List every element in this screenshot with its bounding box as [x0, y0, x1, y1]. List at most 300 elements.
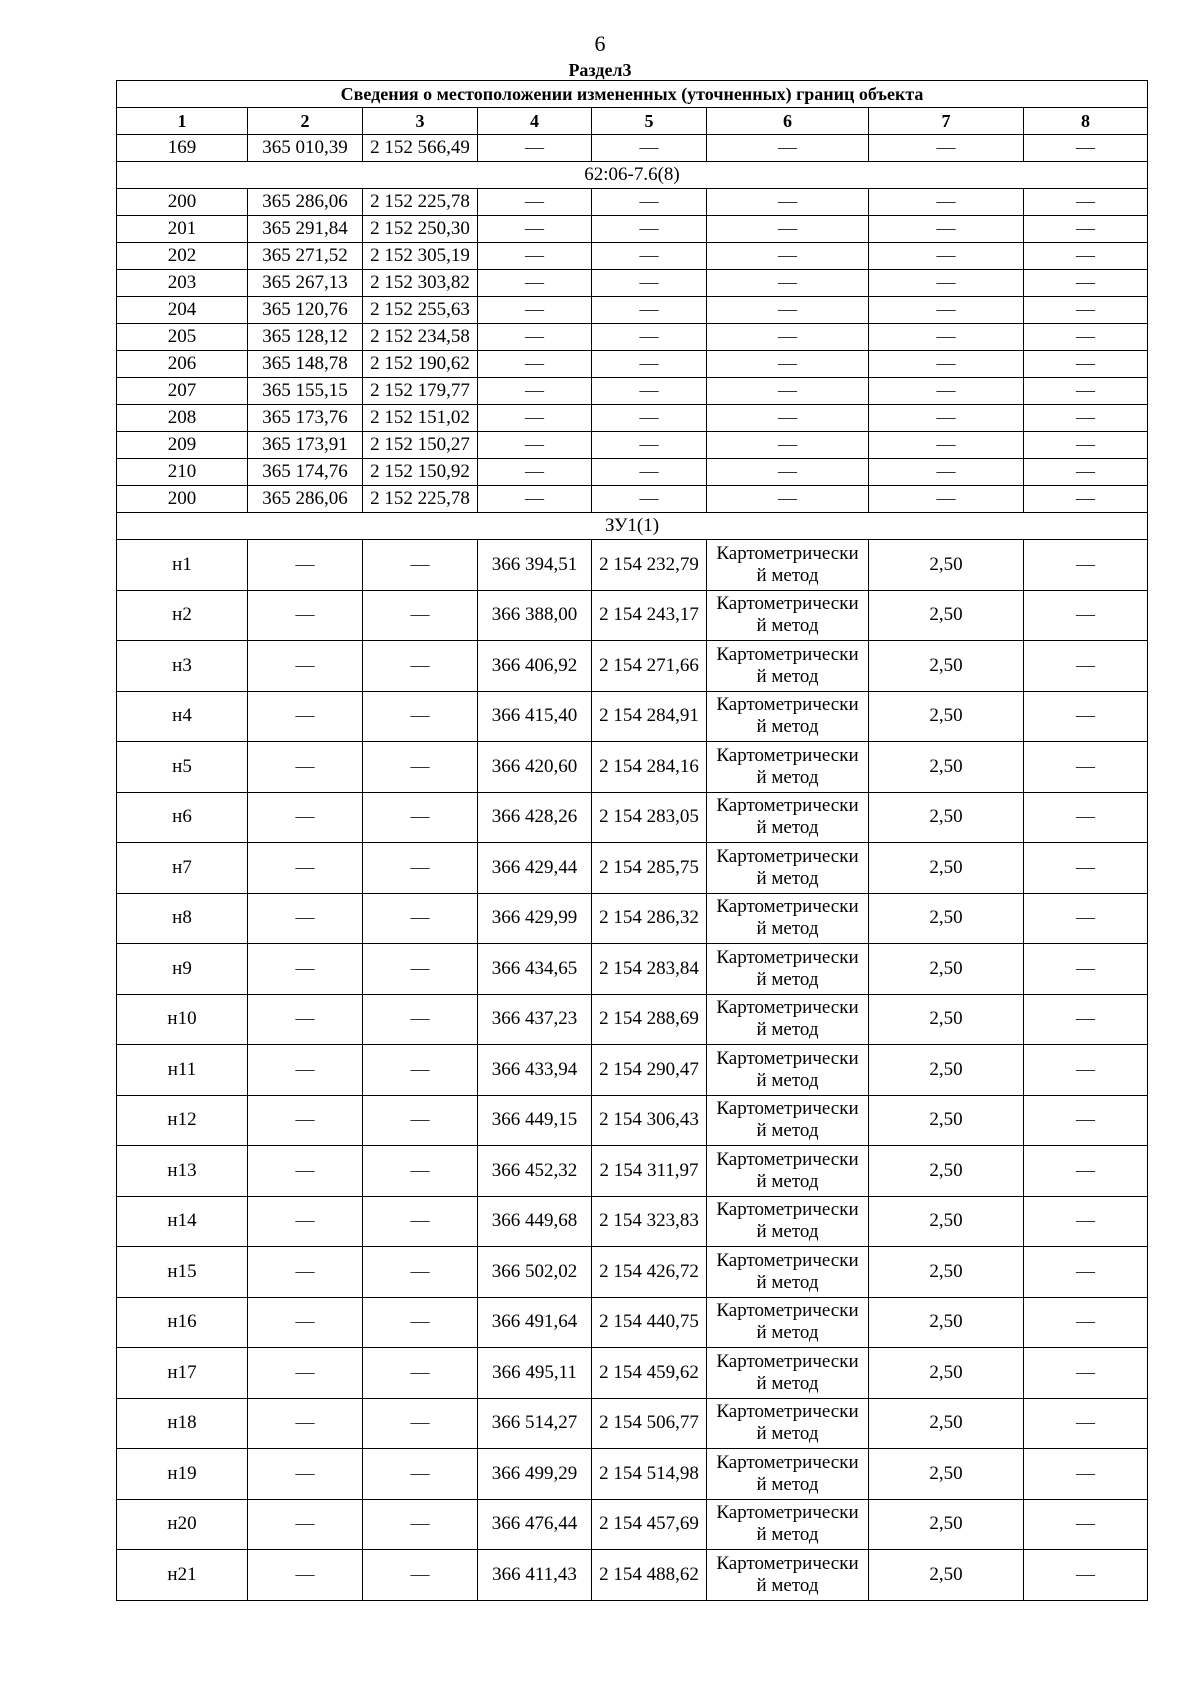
table-cell: н7 — [117, 843, 248, 894]
table-row — [117, 486, 1148, 513]
table-cell: 2 152 225,78 — [363, 486, 478, 513]
table-cell: н16 — [117, 1297, 248, 1348]
empty-dash-cell: — — [1024, 297, 1148, 324]
table-cell: 205 — [117, 324, 248, 351]
method-cell: Картометрически й метод — [707, 1550, 869, 1601]
empty-dash-cell: — — [1024, 378, 1148, 405]
table-row — [117, 1297, 1148, 1348]
empty-dash-cell: — — [1024, 1297, 1148, 1348]
table-cell: 365 267,13 — [248, 270, 363, 297]
table-cell: н4 — [117, 691, 248, 742]
empty-dash-cell: — — [363, 1297, 478, 1348]
column-number: 1 — [117, 108, 248, 135]
empty-dash-cell: — — [707, 432, 869, 459]
empty-dash-cell: — — [363, 691, 478, 742]
table-row — [117, 1449, 1148, 1500]
empty-dash-cell: — — [478, 378, 592, 405]
table-cell: н18 — [117, 1398, 248, 1449]
table-cell: 2,50 — [869, 1045, 1024, 1096]
table-cell: н5 — [117, 742, 248, 793]
empty-dash-cell: — — [1024, 1348, 1148, 1399]
method-cell: Картометрически й метод — [707, 944, 869, 995]
empty-dash-cell: — — [363, 944, 478, 995]
table-cell: 365 128,12 — [248, 324, 363, 351]
table-cell: 200 — [117, 486, 248, 513]
table-cell: 2 154 306,43 — [592, 1095, 707, 1146]
empty-dash-cell: — — [363, 1045, 478, 1096]
method-cell: Картометрически й метод — [707, 893, 869, 944]
empty-dash-cell: — — [1024, 1196, 1148, 1247]
table-cell: 365 148,78 — [248, 351, 363, 378]
method-cell: Картометрически й метод — [707, 843, 869, 894]
table-cell: 2 152 234,58 — [363, 324, 478, 351]
empty-dash-cell: — — [707, 189, 869, 216]
table-cell: 2 154 440,75 — [592, 1297, 707, 1348]
empty-dash-cell: — — [869, 459, 1024, 486]
column-number: 4 — [478, 108, 592, 135]
empty-dash-cell: — — [1024, 1247, 1148, 1298]
table-cell: 366 433,94 — [478, 1045, 592, 1096]
empty-dash-cell: — — [248, 944, 363, 995]
empty-dash-cell: — — [1024, 1095, 1148, 1146]
method-cell: Картометрически й метод — [707, 1449, 869, 1500]
table-cell: 2 154 283,05 — [592, 792, 707, 843]
empty-dash-cell: — — [363, 1499, 478, 1550]
table-cell: 2,50 — [869, 1550, 1024, 1601]
table-row — [117, 216, 1148, 243]
table-cell: 365 286,06 — [248, 189, 363, 216]
table-cell: н13 — [117, 1146, 248, 1197]
empty-dash-cell: — — [248, 540, 363, 591]
table-cell: н21 — [117, 1550, 248, 1601]
empty-dash-cell: — — [363, 1449, 478, 1500]
table-cell: 366 388,00 — [478, 590, 592, 641]
empty-dash-cell: — — [1024, 1550, 1148, 1601]
empty-dash-cell: — — [248, 1348, 363, 1399]
table-row — [117, 1348, 1148, 1399]
table-cell: 2 152 305,19 — [363, 243, 478, 270]
empty-dash-cell: — — [1024, 270, 1148, 297]
empty-dash-cell: — — [363, 641, 478, 692]
empty-dash-cell: — — [248, 893, 363, 944]
empty-dash-cell: — — [592, 297, 707, 324]
table-row — [117, 1398, 1148, 1449]
table-cell: 365 286,06 — [248, 486, 363, 513]
empty-dash-cell: — — [363, 1550, 478, 1601]
table-row — [117, 1146, 1148, 1197]
empty-dash-cell: — — [707, 378, 869, 405]
table-cell: 202 — [117, 243, 248, 270]
table-cell: 366 420,60 — [478, 742, 592, 793]
empty-dash-cell: — — [1024, 243, 1148, 270]
section-label: Раздел3 — [568, 60, 632, 80]
table-cell: н10 — [117, 994, 248, 1045]
empty-dash-cell: — — [478, 243, 592, 270]
empty-dash-cell: — — [1024, 1045, 1148, 1096]
table-cell: н1 — [117, 540, 248, 591]
table-cell: н12 — [117, 1095, 248, 1146]
empty-dash-cell: — — [1024, 189, 1148, 216]
table-cell: 366 411,43 — [478, 1550, 592, 1601]
table-row — [117, 1045, 1148, 1096]
empty-dash-cell: — — [592, 378, 707, 405]
empty-dash-cell: — — [1024, 641, 1148, 692]
empty-dash-cell: — — [363, 1196, 478, 1247]
table-cell: 2,50 — [869, 944, 1024, 995]
table-cell: н14 — [117, 1196, 248, 1247]
table-cell: 200 — [117, 189, 248, 216]
table-cell: 2 154 514,98 — [592, 1449, 707, 1500]
empty-dash-cell: — — [592, 324, 707, 351]
table-cell: 2 154 290,47 — [592, 1045, 707, 1096]
method-cell: Картометрически й метод — [707, 1348, 869, 1399]
empty-dash-cell: — — [248, 1499, 363, 1550]
empty-dash-cell: — — [1024, 135, 1148, 162]
empty-dash-cell: — — [363, 843, 478, 894]
table-cell: 366 394,51 — [478, 540, 592, 591]
column-number: 6 — [707, 108, 869, 135]
table-row — [117, 893, 1148, 944]
empty-dash-cell: — — [1024, 843, 1148, 894]
table-cell: 2,50 — [869, 641, 1024, 692]
empty-dash-cell: — — [363, 1146, 478, 1197]
empty-dash-cell: — — [707, 405, 869, 432]
method-cell: Картометрически й метод — [707, 1297, 869, 1348]
table-row — [117, 742, 1148, 793]
empty-dash-cell: — — [478, 459, 592, 486]
column-number: 8 — [1024, 108, 1148, 135]
table-cell: 206 — [117, 351, 248, 378]
empty-dash-cell: — — [363, 540, 478, 591]
table-cell: 2 154 426,72 — [592, 1247, 707, 1298]
method-cell: Картометрически й метод — [707, 994, 869, 1045]
empty-dash-cell: — — [1024, 994, 1148, 1045]
table-cell: 365 271,52 — [248, 243, 363, 270]
table-cell: 365 010,39 — [248, 135, 363, 162]
empty-dash-cell: — — [1024, 1146, 1148, 1197]
empty-dash-cell: — — [248, 1398, 363, 1449]
table-cell: 366 449,68 — [478, 1196, 592, 1247]
table-cell: 2,50 — [869, 1499, 1024, 1550]
empty-dash-cell: — — [478, 189, 592, 216]
empty-dash-cell: — — [1024, 405, 1148, 432]
table-cell: 366 502,02 — [478, 1247, 592, 1298]
empty-dash-cell: — — [869, 270, 1024, 297]
table-row — [117, 378, 1148, 405]
table-cell: 2,50 — [869, 1297, 1024, 1348]
empty-dash-cell: — — [707, 216, 869, 243]
empty-dash-cell: — — [707, 486, 869, 513]
column-number: 5 — [592, 108, 707, 135]
table-row — [117, 459, 1148, 486]
table-cell: 365 173,76 — [248, 405, 363, 432]
table-cell: 2,50 — [869, 843, 1024, 894]
table-cell: 2 154 284,91 — [592, 691, 707, 742]
empty-dash-cell: — — [248, 1045, 363, 1096]
table-cell: 169 — [117, 135, 248, 162]
table-cell: 2 154 457,69 — [592, 1499, 707, 1550]
table-cell: 366 429,44 — [478, 843, 592, 894]
table-cell: 2,50 — [869, 994, 1024, 1045]
table-row — [117, 1499, 1148, 1550]
table-row — [117, 641, 1148, 692]
table-cell: 2 154 243,17 — [592, 590, 707, 641]
group-header-row — [117, 513, 1148, 540]
empty-dash-cell: — — [869, 405, 1024, 432]
group-name: ЗУ1(1) — [117, 513, 1148, 540]
empty-dash-cell: — — [1024, 893, 1148, 944]
table-row — [117, 270, 1148, 297]
group-name: 62:06-7.6(8) — [117, 162, 1148, 189]
empty-dash-cell: — — [707, 324, 869, 351]
table-cell: 2 152 190,62 — [363, 351, 478, 378]
table-cell: 2 154 285,75 — [592, 843, 707, 894]
table-cell: 204 — [117, 297, 248, 324]
empty-dash-cell: — — [478, 324, 592, 351]
table-cell: н15 — [117, 1247, 248, 1298]
empty-dash-cell: — — [869, 216, 1024, 243]
column-number: 7 — [869, 108, 1024, 135]
table-cell: 366 434,65 — [478, 944, 592, 995]
column-number-row — [117, 108, 1148, 135]
empty-dash-cell: — — [592, 216, 707, 243]
table-cell: 366 437,23 — [478, 994, 592, 1045]
table-cell: н9 — [117, 944, 248, 995]
table-cell: 366 495,11 — [478, 1348, 592, 1399]
table-cell: 366 415,40 — [478, 691, 592, 742]
empty-dash-cell: — — [478, 135, 592, 162]
table-cell: 366 449,15 — [478, 1095, 592, 1146]
empty-dash-cell: — — [869, 351, 1024, 378]
empty-dash-cell: — — [869, 378, 1024, 405]
empty-dash-cell: — — [1024, 1499, 1148, 1550]
empty-dash-cell: — — [1024, 351, 1148, 378]
table-row — [117, 1247, 1148, 1298]
table-cell: 2 154 271,66 — [592, 641, 707, 692]
table-cell: 2,50 — [869, 1095, 1024, 1146]
method-cell: Картометрически й метод — [707, 742, 869, 793]
empty-dash-cell: — — [869, 432, 1024, 459]
table-cell: 2 152 151,02 — [363, 405, 478, 432]
column-number: 3 — [363, 108, 478, 135]
method-cell: Картометрически й метод — [707, 540, 869, 591]
empty-dash-cell: — — [363, 742, 478, 793]
empty-dash-cell: — — [248, 1449, 363, 1500]
column-number: 2 — [248, 108, 363, 135]
table-row — [117, 1196, 1148, 1247]
table-cell: 2 152 225,78 — [363, 189, 478, 216]
table-cell: 2 152 150,92 — [363, 459, 478, 486]
table-cell: 2 154 323,83 — [592, 1196, 707, 1247]
method-cell: Картометрически й метод — [707, 1095, 869, 1146]
empty-dash-cell: — — [1024, 486, 1148, 513]
table-cell: 2,50 — [869, 742, 1024, 793]
empty-dash-cell: — — [248, 843, 363, 894]
empty-dash-cell: — — [1024, 324, 1148, 351]
table-cell: н17 — [117, 1348, 248, 1399]
empty-dash-cell: — — [707, 459, 869, 486]
empty-dash-cell: — — [363, 893, 478, 944]
empty-dash-cell: — — [869, 324, 1024, 351]
empty-dash-cell: — — [248, 1095, 363, 1146]
empty-dash-cell: — — [707, 270, 869, 297]
table-cell: 2,50 — [869, 893, 1024, 944]
table-cell: 2 152 179,77 — [363, 378, 478, 405]
table-cell: н6 — [117, 792, 248, 843]
table-row — [117, 297, 1148, 324]
empty-dash-cell: — — [363, 792, 478, 843]
table-cell: 2,50 — [869, 1348, 1024, 1399]
table-cell: 2 152 255,63 — [363, 297, 478, 324]
table-cell: н11 — [117, 1045, 248, 1096]
method-cell: Картометрически й метод — [707, 1247, 869, 1298]
table-cell: 2,50 — [869, 1196, 1024, 1247]
empty-dash-cell: — — [478, 297, 592, 324]
empty-dash-cell: — — [1024, 691, 1148, 742]
page-number: 6 — [594, 31, 606, 56]
table-row — [117, 590, 1148, 641]
empty-dash-cell: — — [869, 189, 1024, 216]
method-cell: Картометрически й метод — [707, 792, 869, 843]
method-cell: Картометрически й метод — [707, 1146, 869, 1197]
table-cell: 2 154 311,97 — [592, 1146, 707, 1197]
table-cell: 2 152 303,82 — [363, 270, 478, 297]
table-row — [117, 691, 1148, 742]
table-cell: 365 173,91 — [248, 432, 363, 459]
empty-dash-cell: — — [248, 590, 363, 641]
table-cell: 366 499,29 — [478, 1449, 592, 1500]
table-cell: 203 — [117, 270, 248, 297]
empty-dash-cell: — — [248, 1247, 363, 1298]
empty-dash-cell: — — [592, 486, 707, 513]
empty-dash-cell: — — [707, 351, 869, 378]
table-row — [117, 1095, 1148, 1146]
empty-dash-cell: — — [248, 994, 363, 1045]
table-cell: 2 154 232,79 — [592, 540, 707, 591]
table-cell: 2,50 — [869, 691, 1024, 742]
table-cell: 365 120,76 — [248, 297, 363, 324]
empty-dash-cell: — — [1024, 216, 1148, 243]
table-cell: н19 — [117, 1449, 248, 1500]
table-cell: 2 154 288,69 — [592, 994, 707, 1045]
table-cell: 2,50 — [869, 1146, 1024, 1197]
empty-dash-cell: — — [592, 243, 707, 270]
method-cell: Картометрически й метод — [707, 1196, 869, 1247]
table-row — [117, 944, 1148, 995]
empty-dash-cell: — — [248, 792, 363, 843]
method-cell: Картометрически й метод — [707, 1045, 869, 1096]
table-cell: н3 — [117, 641, 248, 692]
table-cell: н2 — [117, 590, 248, 641]
empty-dash-cell: — — [592, 405, 707, 432]
table-cell: 366 476,44 — [478, 1499, 592, 1550]
table-cell: 201 — [117, 216, 248, 243]
empty-dash-cell: — — [1024, 742, 1148, 793]
empty-dash-cell: — — [248, 1297, 363, 1348]
group-header-row — [117, 162, 1148, 189]
table-cell: 2,50 — [869, 1398, 1024, 1449]
table-cell: н8 — [117, 893, 248, 944]
empty-dash-cell: — — [592, 459, 707, 486]
table-row — [117, 540, 1148, 591]
empty-dash-cell: — — [248, 641, 363, 692]
table-caption: Сведения о местоположении измененных (уточненных) границ объекта — [117, 81, 1148, 108]
empty-dash-cell: — — [1024, 432, 1148, 459]
empty-dash-cell: — — [478, 270, 592, 297]
table-cell: 2,50 — [869, 540, 1024, 591]
table-cell: 207 — [117, 378, 248, 405]
table-row — [117, 405, 1148, 432]
table-row — [117, 994, 1148, 1045]
table-cell: 365 155,15 — [248, 378, 363, 405]
table-row — [117, 351, 1148, 378]
table-cell: 2,50 — [869, 792, 1024, 843]
empty-dash-cell: — — [363, 1398, 478, 1449]
table-row — [117, 792, 1148, 843]
table-cell: 2,50 — [869, 1247, 1024, 1298]
empty-dash-cell: — — [363, 1348, 478, 1399]
table-row — [117, 843, 1148, 894]
empty-dash-cell: — — [363, 994, 478, 1045]
table-row — [117, 432, 1148, 459]
table-row — [117, 324, 1148, 351]
table-body — [117, 135, 1148, 1601]
empty-dash-cell: — — [592, 189, 707, 216]
table-cell: 209 — [117, 432, 248, 459]
empty-dash-cell: — — [1024, 459, 1148, 486]
empty-dash-cell: — — [592, 135, 707, 162]
method-cell: Картометрически й метод — [707, 1499, 869, 1550]
table-cell: 366 491,64 — [478, 1297, 592, 1348]
table-cell: 366 428,26 — [478, 792, 592, 843]
table-cell: 366 429,99 — [478, 893, 592, 944]
table-cell: 2 152 250,30 — [363, 216, 478, 243]
empty-dash-cell: — — [1024, 1398, 1148, 1449]
table-cell: 2 154 286,32 — [592, 893, 707, 944]
table-row — [117, 135, 1148, 162]
table-cell: 2,50 — [869, 590, 1024, 641]
table-cell: 365 174,76 — [248, 459, 363, 486]
empty-dash-cell: — — [363, 1095, 478, 1146]
empty-dash-cell: — — [592, 270, 707, 297]
empty-dash-cell: — — [1024, 1449, 1148, 1500]
empty-dash-cell: — — [707, 297, 869, 324]
empty-dash-cell: — — [592, 432, 707, 459]
empty-dash-cell: — — [707, 135, 869, 162]
empty-dash-cell: — — [592, 351, 707, 378]
empty-dash-cell: — — [248, 742, 363, 793]
empty-dash-cell: — — [363, 1247, 478, 1298]
method-cell: Картометрически й метод — [707, 590, 869, 641]
empty-dash-cell: — — [1024, 944, 1148, 995]
table-cell: 2 154 488,62 — [592, 1550, 707, 1601]
empty-dash-cell: — — [248, 1550, 363, 1601]
empty-dash-cell: — — [707, 243, 869, 270]
table-cell: 2 154 459,62 — [592, 1348, 707, 1399]
method-cell: Картометрически й метод — [707, 691, 869, 742]
table-cell: 2 152 150,27 — [363, 432, 478, 459]
empty-dash-cell: — — [869, 297, 1024, 324]
boundary-coordinates-table — [116, 80, 1148, 1601]
empty-dash-cell: — — [478, 216, 592, 243]
table-cell: 2 154 506,77 — [592, 1398, 707, 1449]
table-row — [117, 189, 1148, 216]
empty-dash-cell: — — [478, 486, 592, 513]
empty-dash-cell: — — [363, 590, 478, 641]
table-cell: 210 — [117, 459, 248, 486]
empty-dash-cell: — — [478, 405, 592, 432]
table-cell: 2 154 283,84 — [592, 944, 707, 995]
